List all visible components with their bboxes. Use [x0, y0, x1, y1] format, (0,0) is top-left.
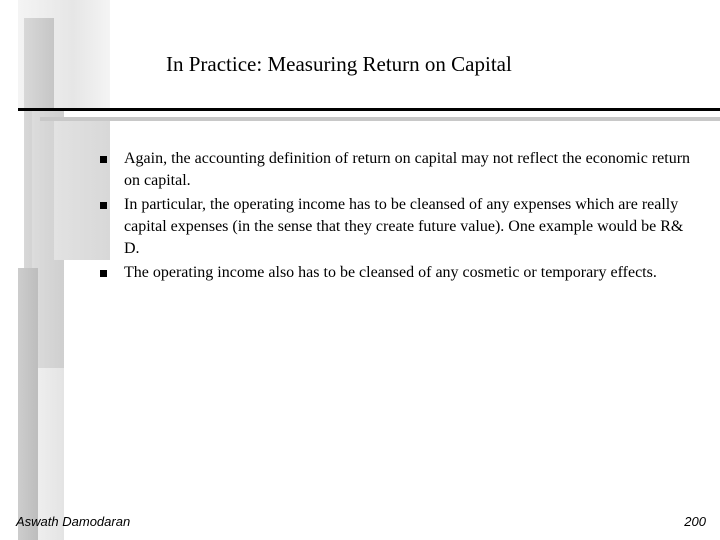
footer-author: Aswath Damodaran — [16, 514, 131, 529]
bullet-text: Again, the accounting definition of return on capital may not reflect the economic return on capital. — [124, 150, 691, 189]
decorative-block — [18, 268, 38, 540]
square-bullet-icon — [100, 202, 107, 209]
title-divider — [18, 108, 720, 111]
slide-title: In Practice: Measuring Return on Capital — [166, 52, 512, 76]
bullet-item — [96, 148, 696, 192]
title-divider-shadow — [40, 117, 720, 121]
bullet-item — [96, 262, 696, 284]
bullet-list — [96, 148, 696, 286]
bullet-item — [96, 194, 696, 260]
bullet-text: The operating income also has to be cleansed of any cosmetic or temporary effects. — [124, 264, 657, 281]
bullet-text: In particular, the operating income has to be cleansed of any expenses which are really capital expenses (in the sense that they create future value). One example would be R& D. — [124, 196, 684, 257]
square-bullet-icon — [100, 156, 107, 163]
square-bullet-icon — [100, 270, 107, 277]
page-number: 200 — [684, 514, 706, 529]
